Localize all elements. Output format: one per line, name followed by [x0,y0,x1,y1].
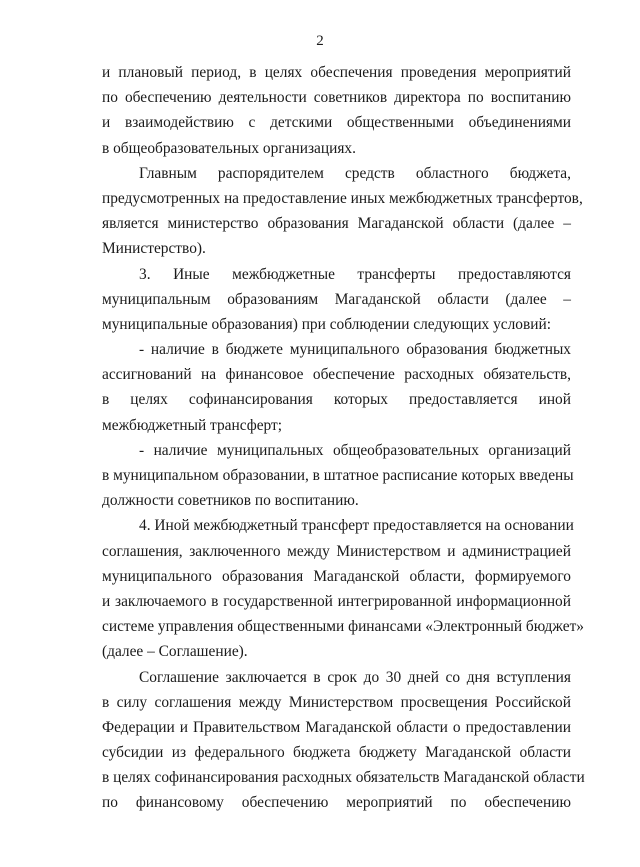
paragraph-first-line: 4. Иной межбюджетный трансферт предоставляется на основании [139,517,574,535]
text-line: муниципального образования Магаданской области, формируемого [102,567,571,585]
text-line: в целях софинансирования расходных обязательств Магаданской области [102,769,585,787]
text-line: в силу соглашения между Министерством просвещения Российской [102,693,571,711]
text-line: соглашения, заключенного между Министерством и администрацией [102,542,571,560]
text-line: системе управления общественными финансами «Электронный бюджет» [102,618,584,636]
text-line: Министерство). [102,240,206,258]
text-line: (далее – Соглашение). [102,643,248,661]
text-line: межбюджетный трансферт; [102,416,283,434]
text-line: должности советников по воспитанию. [102,492,359,510]
text-line: и заключаемого в государственной интегрированной информационной [102,592,571,610]
text-line: предусмотренных на предоставление иных межбюджетных трансфертов, [102,189,583,207]
text-line: и плановый период, в целях обеспечения проведения мероприятий [102,64,571,81]
text-line: в общеобразовательных организациях. [102,139,356,157]
text-line: и взаимодействию с детскими общественными объединениями [102,114,571,132]
text-line: ассигнований на финансовое обеспечение расходных обязательств, [102,366,571,384]
text-line: в целях софинансирования которых предоставляется иной [102,391,571,409]
paragraph-first-line: Соглашение заключается в срок до 30 дней со дня вступления [139,668,571,686]
paragraph-first-line: - наличие в бюджете муниципального образования бюджетных [139,341,571,359]
paragraph-first-line: Главным распорядителем средств областного бюджета, [139,164,571,182]
text-line: муниципальным образованиям Магаданской области (далее – [102,290,571,308]
paragraph-first-line: - наличие муниципальных общеобразовательных организаций [139,441,571,459]
page-number: 2 [316,33,324,49]
paragraph-first-line: 3. Иные межбюджетные трансферты предоставляются [139,265,571,283]
text-line: муниципальные образования) при соблюдении следующих условий: [102,315,552,333]
text-line: Федерации и Правительством Магаданской области о предоставлении [102,718,571,736]
text-line: по финансовому обеспечению мероприятий по обеспечению [102,794,571,812]
text-line: является министерство образования Магаданской области (далее – [102,215,571,233]
text-line: субсидии из федерального бюджета бюджету Магаданской области [102,744,571,762]
document-body [102,60,585,816]
text-line: в муниципальном образовании, в штатное расписание которых введены [102,467,574,484]
text-line: по обеспечению деятельности советников директора по воспитанию [102,89,571,107]
